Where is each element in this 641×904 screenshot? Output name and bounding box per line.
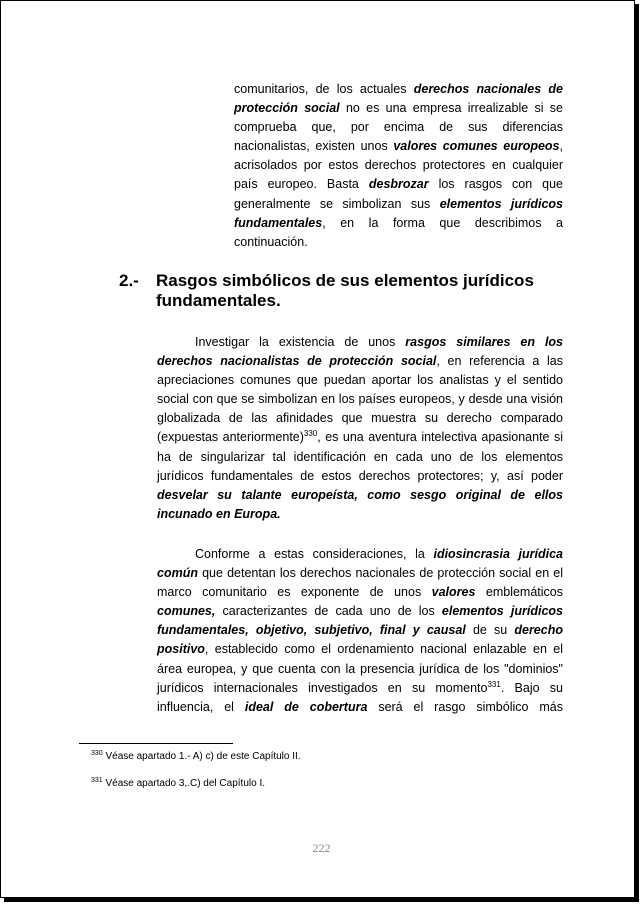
emphasis-run: elementos jurídicos fundamentales, objetivo, subjetivo, final y causal: [157, 604, 563, 638]
text-run: Investigar la existencia de unos: [195, 335, 406, 349]
text-run: emblemáticos: [475, 585, 563, 600]
footnote-330: [91, 750, 301, 763]
emphasis-run: ideal de cobertura: [244, 699, 368, 714]
text-run: que detentan los derechos nacionales de protección social en el marco comunitario es exponente de unos: [157, 566, 563, 600]
footnote-separator: [79, 743, 233, 744]
footnote-text: Véase apartado 3,.C) del Capítulo I.: [102, 778, 266, 789]
text-run: Conforme a estas consideraciones, la: [195, 547, 434, 561]
text-run: no es una empresa irrealizable si se comprueba que, por encima de sus diferencias nacionalistas, existen unos: [234, 101, 564, 154]
text-run: será el rasgo simbólico más: [367, 699, 563, 714]
emphasis-run: derecho positivo: [157, 623, 563, 657]
emphasis-run: idiosincrasia jurídica común: [157, 547, 563, 581]
text-run: , es una aventura intelectiva apasionante si ha de singularizar tal identificación en cada uno de los elementos jurídicos fundamentales de estos derechos protectores; y, así poder: [157, 430, 563, 483]
body-paragraph-2: [157, 545, 563, 717]
footnote-text: Véase apartado 1.- A) c) de este Capítulo II.: [102, 751, 301, 762]
emphasis-run: elementos jurídicos fundamentales: [234, 196, 563, 230]
text-run: de su: [465, 623, 515, 638]
body-paragraph-1: [157, 333, 563, 524]
section-number: 2.-: [119, 271, 139, 290]
text-run: , establecido como el ordenamiento nacional enlazable en el área europea, y que cuenta con la presencia jurídica de los "dominios" jurídicos internacionales investigados en su momento: [157, 642, 563, 695]
footnote-number: 331: [91, 777, 103, 784]
emphasis-run: comunes,: [157, 604, 216, 619]
footnote-ref[interactable]: 330: [303, 429, 318, 439]
emphasis-run: valores: [431, 585, 476, 600]
page-number: 222: [312, 841, 331, 855]
text-run: . Bajo su influencia, el: [157, 680, 563, 714]
text-run: los rasgos con que generalmente se simbolizan sus: [234, 177, 563, 211]
emphasis-run: rasgos similares en los derechos nacionalistas de protección social: [157, 335, 564, 369]
emphasis-run: derechos nacionales de protección social: [234, 82, 563, 116]
text-run: comunitarios, de los actuales: [234, 82, 414, 96]
text-run: , acrisolados por estos derechos protectores en cualquier país europeo. Basta: [234, 139, 563, 192]
footnote-ref[interactable]: 331: [487, 679, 501, 689]
section-title: Rasgos simbólicos de sus elementos jurídicos fundamentales.: [156, 271, 534, 310]
text-run: , en la forma que describimos a continuación.: [234, 215, 563, 249]
footnote-331: [91, 777, 265, 790]
footnote-number: 330: [91, 750, 103, 757]
text-run: , en referencia a las apreciaciones comunes que puedan aportar los analistas y el sentido social con que se simbolizan en los países europeos, y desde una visión globalizada de las afinidades que muestra su derecho comparado (expuestas anteriormente): [157, 354, 563, 445]
text-run: caracterizantes de cada uno de los: [215, 604, 442, 619]
emphasis-run: desbrozar: [368, 177, 429, 192]
emphasis-run: valores comunes europeos: [393, 139, 560, 154]
emphasis-run: desvelar su talante europeísta, como sesgo original de ellos incunado en Europa.: [157, 487, 563, 521]
intro-paragraph: [234, 80, 563, 252]
